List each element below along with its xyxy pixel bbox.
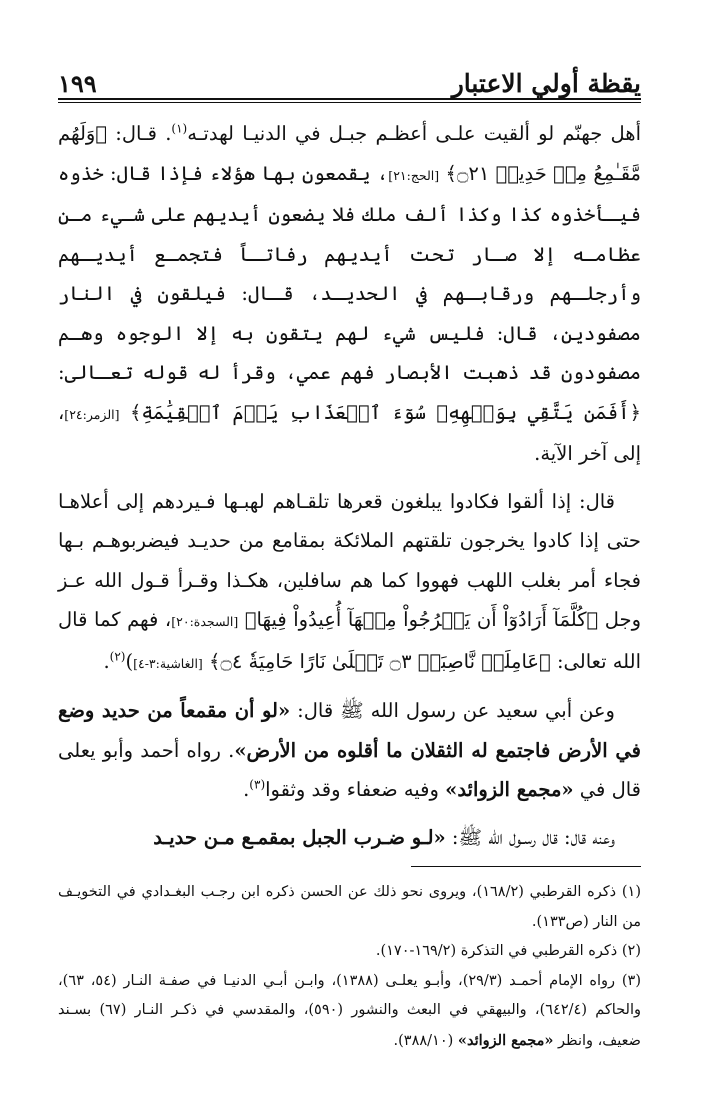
source-title: «مجمع الزوائد» [457,1031,554,1049]
text: أهل جهنّم لو ألقيت علـى أعظـم جبـل في الدنيـا لهدتـه [187,122,642,145]
paragraph-1 [58,114,641,474]
verse-reference: [السجدة:٢٠] [171,614,239,629]
text: ) [125,649,134,673]
footnote-3 [58,967,641,1057]
text: قال: إذا ألقوا فكادوا يبلغون قعرها تلقـاهم لهبـها فـيردهم إلى أعلاهـا حتى إذا كادوا يخرجون تلقتهم الملائكة بمقامع من حديـد فيضربوهـم بـها فجاء أمر بغلب اللهب فهووا كما هم سافلين، هكـذا وقـرأ قـول الله عـز وجل [58,489,642,631]
text: . [103,649,110,673]
hadith-quote: «لـو ضـرب الجبل بمقمـع مـن حديـد [153,825,446,849]
text: ، يقمعون بها هؤلاء فإذا قال: خذوه فيـأخذوه كذا وكذا ألف ملك فلا يضعون أيديهم على شـيء مـن عظامـه إلا صـار تحت أيديهم رفاتـاً فتجمـع أيديـهم وأرجلـهم ورقابـهم في الحديـد، قـال: فيلقون في النار مصفودين، قال: فليس شيء لهم يتقون به إلا الوجوه وهـم مصفودون قد ذهبت الأبصار فهم عمي، وقرأ له قوله تعـالى: [58,161,641,384]
quran-verse: ﴿وَلَهُم مَّقَـٰمِعُ مِنۡ حَدِيدٖ ۝٢١﴾ [58,122,641,185]
footnote-ref-2: (٢) [109,649,126,663]
page-header [58,56,641,96]
hadith-quote: «لو أن مقمعاً من حديد وضع في الأرض فاجتمع له الثقلان ما أقلوه من الأرض» [58,699,641,762]
text: وعن أبي سعيد عن رسول الله ﷺ قال: [290,699,615,722]
paragraph-4 [58,818,641,858]
paragraph-2 [58,482,641,684]
text: ، فهم كما قال الله تعالى: [58,608,641,673]
paragraph-3 [58,691,641,810]
quran-verse: ﴿كُلَّمَآ أَرَادُوٓاْ أَن يَخۡرُجُواْ مِنۡهَآ أُعِيدُواْ فِيهَا﴾ [244,608,599,631]
header-divider [58,98,641,103]
verse-reference: [الزمر:٢٤] [64,406,120,422]
footnote-1: (١) ذكره القرطبي (١٦٨/٢)، ويروى نحو ذلك عن الحسن ذكره ابن رجـب البغـدادي في التخويـف من النار (ص١٣٣). [58,884,641,930]
text: (٣) رواه الإمام أحمـد (٢٩/٣)، وأبـو يعلـى (١٣٨٨)، وابـن أبـي الدنيـا في صفـة النـار (٥٤، ٦٣)، والحاكم (٦٤٢/٤)، والبيهقي في البعث والنشور (٥٩٠)، والمقدسي في ذكـر النـار (٦٧) بسـند ضعيف، وانظر [58,972,642,1049]
verse-reference: [الغاشية:٣-٤] [133,655,203,671]
main-text [58,114,641,865]
text: . رواه أحمد وأبو يعلى قال في [58,738,641,801]
text: وعنه قال: قال رسـول الله ﷺ: [445,825,615,849]
text: (٣٨٨/١٠). [393,1032,458,1049]
footnotes [58,878,641,1056]
quran-verse: ﴿عَامِلَةٞ نَّاصِبَةٞ ۝٣ تَصۡلَىٰ نَارًا حَامِيَةٗ ۝٤﴾ [209,649,551,673]
footnote-ref-3: (٣) [249,777,266,792]
text: وفيه ضعفاء وقد وثقوا [265,778,446,801]
source-title: «مجمع الزوائد» [445,778,574,801]
text: . قـال: [107,122,172,145]
footnote-2: (٢) ذكره القرطبي في التذكرة (١٦٩/٢-١٧٠). [375,943,641,959]
book-title: يقظة أولي الاعتبار [451,69,641,98]
text: . [243,778,250,801]
verse-reference: [الحج:٢١] [388,167,440,183]
footnote-ref-1: (١) [171,121,188,136]
text: ، إلى آخر الآية. [58,400,641,465]
page-number: ١٩٩ [58,69,97,98]
footnote-divider [411,866,641,867]
quran-verse: ﴿أَفَمَن يَتَّقِي بِوَجۡهِهِۦ سُوٓءَ ٱلۡعَذَابِ يَوۡمَ ٱلۡقِيَٰمَةِ﴾ [129,400,641,424]
